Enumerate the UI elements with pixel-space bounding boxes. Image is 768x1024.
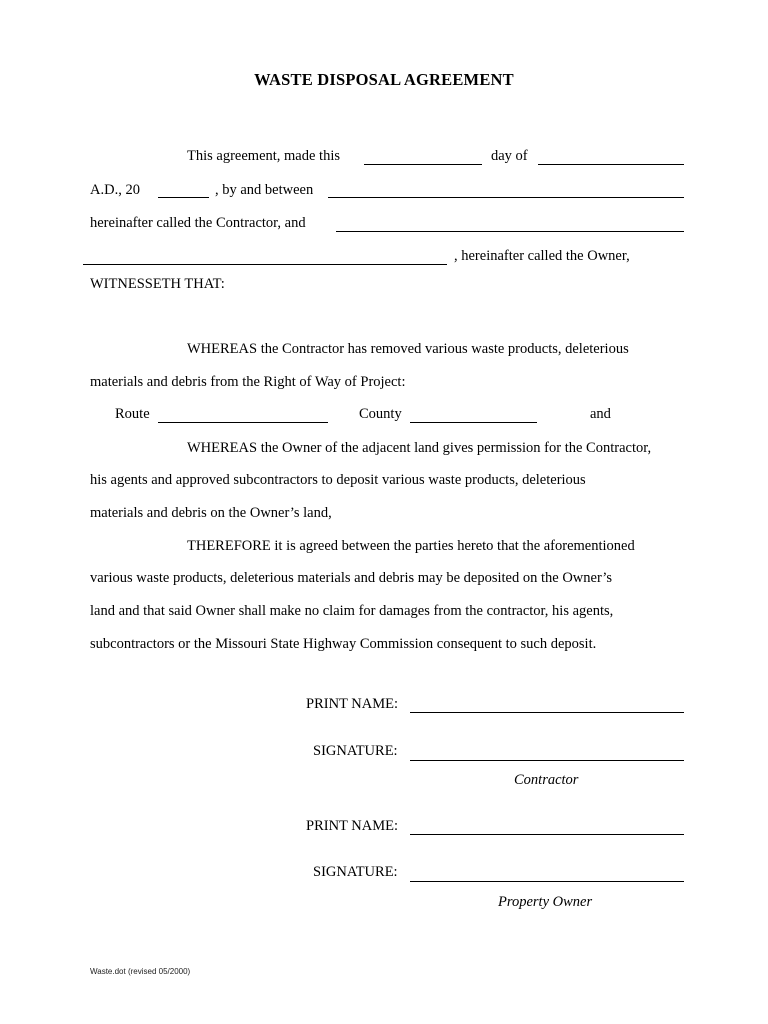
owner-name-blank-1[interactable] <box>336 231 684 232</box>
contractor-caption: Contractor <box>514 772 579 788</box>
document-title: WASTE DISPOSAL AGREEMENT <box>254 70 514 89</box>
therefore-line-3: land and that said Owner shall make no claim for damages from the contractor, his agents, <box>90 603 614 619</box>
whereas-owner-line-2: his agents and approved subcontractors to deposit various waste products, deleterious <box>90 472 586 488</box>
day-blank[interactable] <box>364 164 482 165</box>
whereas-owner-line-1: WHEREAS the Owner of the adjacent land gives permission for the Contractor, <box>187 440 652 456</box>
contractor-signature-label: SIGNATURE: <box>313 743 398 759</box>
whereas-contractor-line-1: WHEREAS the Contractor has removed various waste products, deleterious <box>187 341 629 357</box>
intro-by-and-between: , by and between <box>215 182 314 198</box>
month-blank[interactable] <box>538 164 684 165</box>
contractor-signature-line[interactable] <box>410 760 684 761</box>
intro-day-of: day of <box>491 148 528 164</box>
intro-owner-called: , hereinafter called the Owner, <box>454 248 630 264</box>
owner-name-blank-2[interactable] <box>83 264 447 265</box>
owner-caption: Property Owner <box>498 894 593 910</box>
contractor-print-name-label: PRINT NAME: <box>306 696 398 712</box>
whereas-contractor-line-2: materials and debris from the Right of Way of Project: <box>90 374 406 390</box>
form-footer: Waste.dot (revised 05/2000) <box>90 967 191 976</box>
owner-signature-label: SIGNATURE: <box>313 864 398 880</box>
route-label: Route <box>115 406 150 422</box>
county-blank[interactable] <box>410 422 537 423</box>
intro-ad: A.D., 20 <box>90 182 140 198</box>
therefore-line-1: THEREFORE it is agreed between the parties hereto that the aforementioned <box>187 538 635 554</box>
whereas-owner-line-3: materials and debris on the Owner’s land, <box>90 505 332 521</box>
intro-contractor-called: hereinafter called the Contractor, and <box>90 215 306 231</box>
contractor-print-name-line[interactable] <box>410 712 684 713</box>
intro-made-this: This agreement, made this <box>187 148 341 164</box>
route-blank[interactable] <box>158 422 328 423</box>
owner-print-name-label: PRINT NAME: <box>306 818 398 834</box>
year-blank[interactable] <box>158 197 209 198</box>
witnesseth-heading: WITNESSETH THAT: <box>90 276 225 292</box>
therefore-line-2: various waste products, deleterious materials and debris may be deposited on the Owner’s <box>90 570 612 586</box>
contractor-name-blank[interactable] <box>328 197 684 198</box>
owner-print-name-line[interactable] <box>410 834 684 835</box>
owner-signature-line[interactable] <box>410 881 684 882</box>
county-label: County <box>359 406 402 422</box>
therefore-line-4: subcontractors or the Missouri State Highway Commission consequent to such deposit. <box>90 636 597 652</box>
project-and: and <box>590 406 611 422</box>
